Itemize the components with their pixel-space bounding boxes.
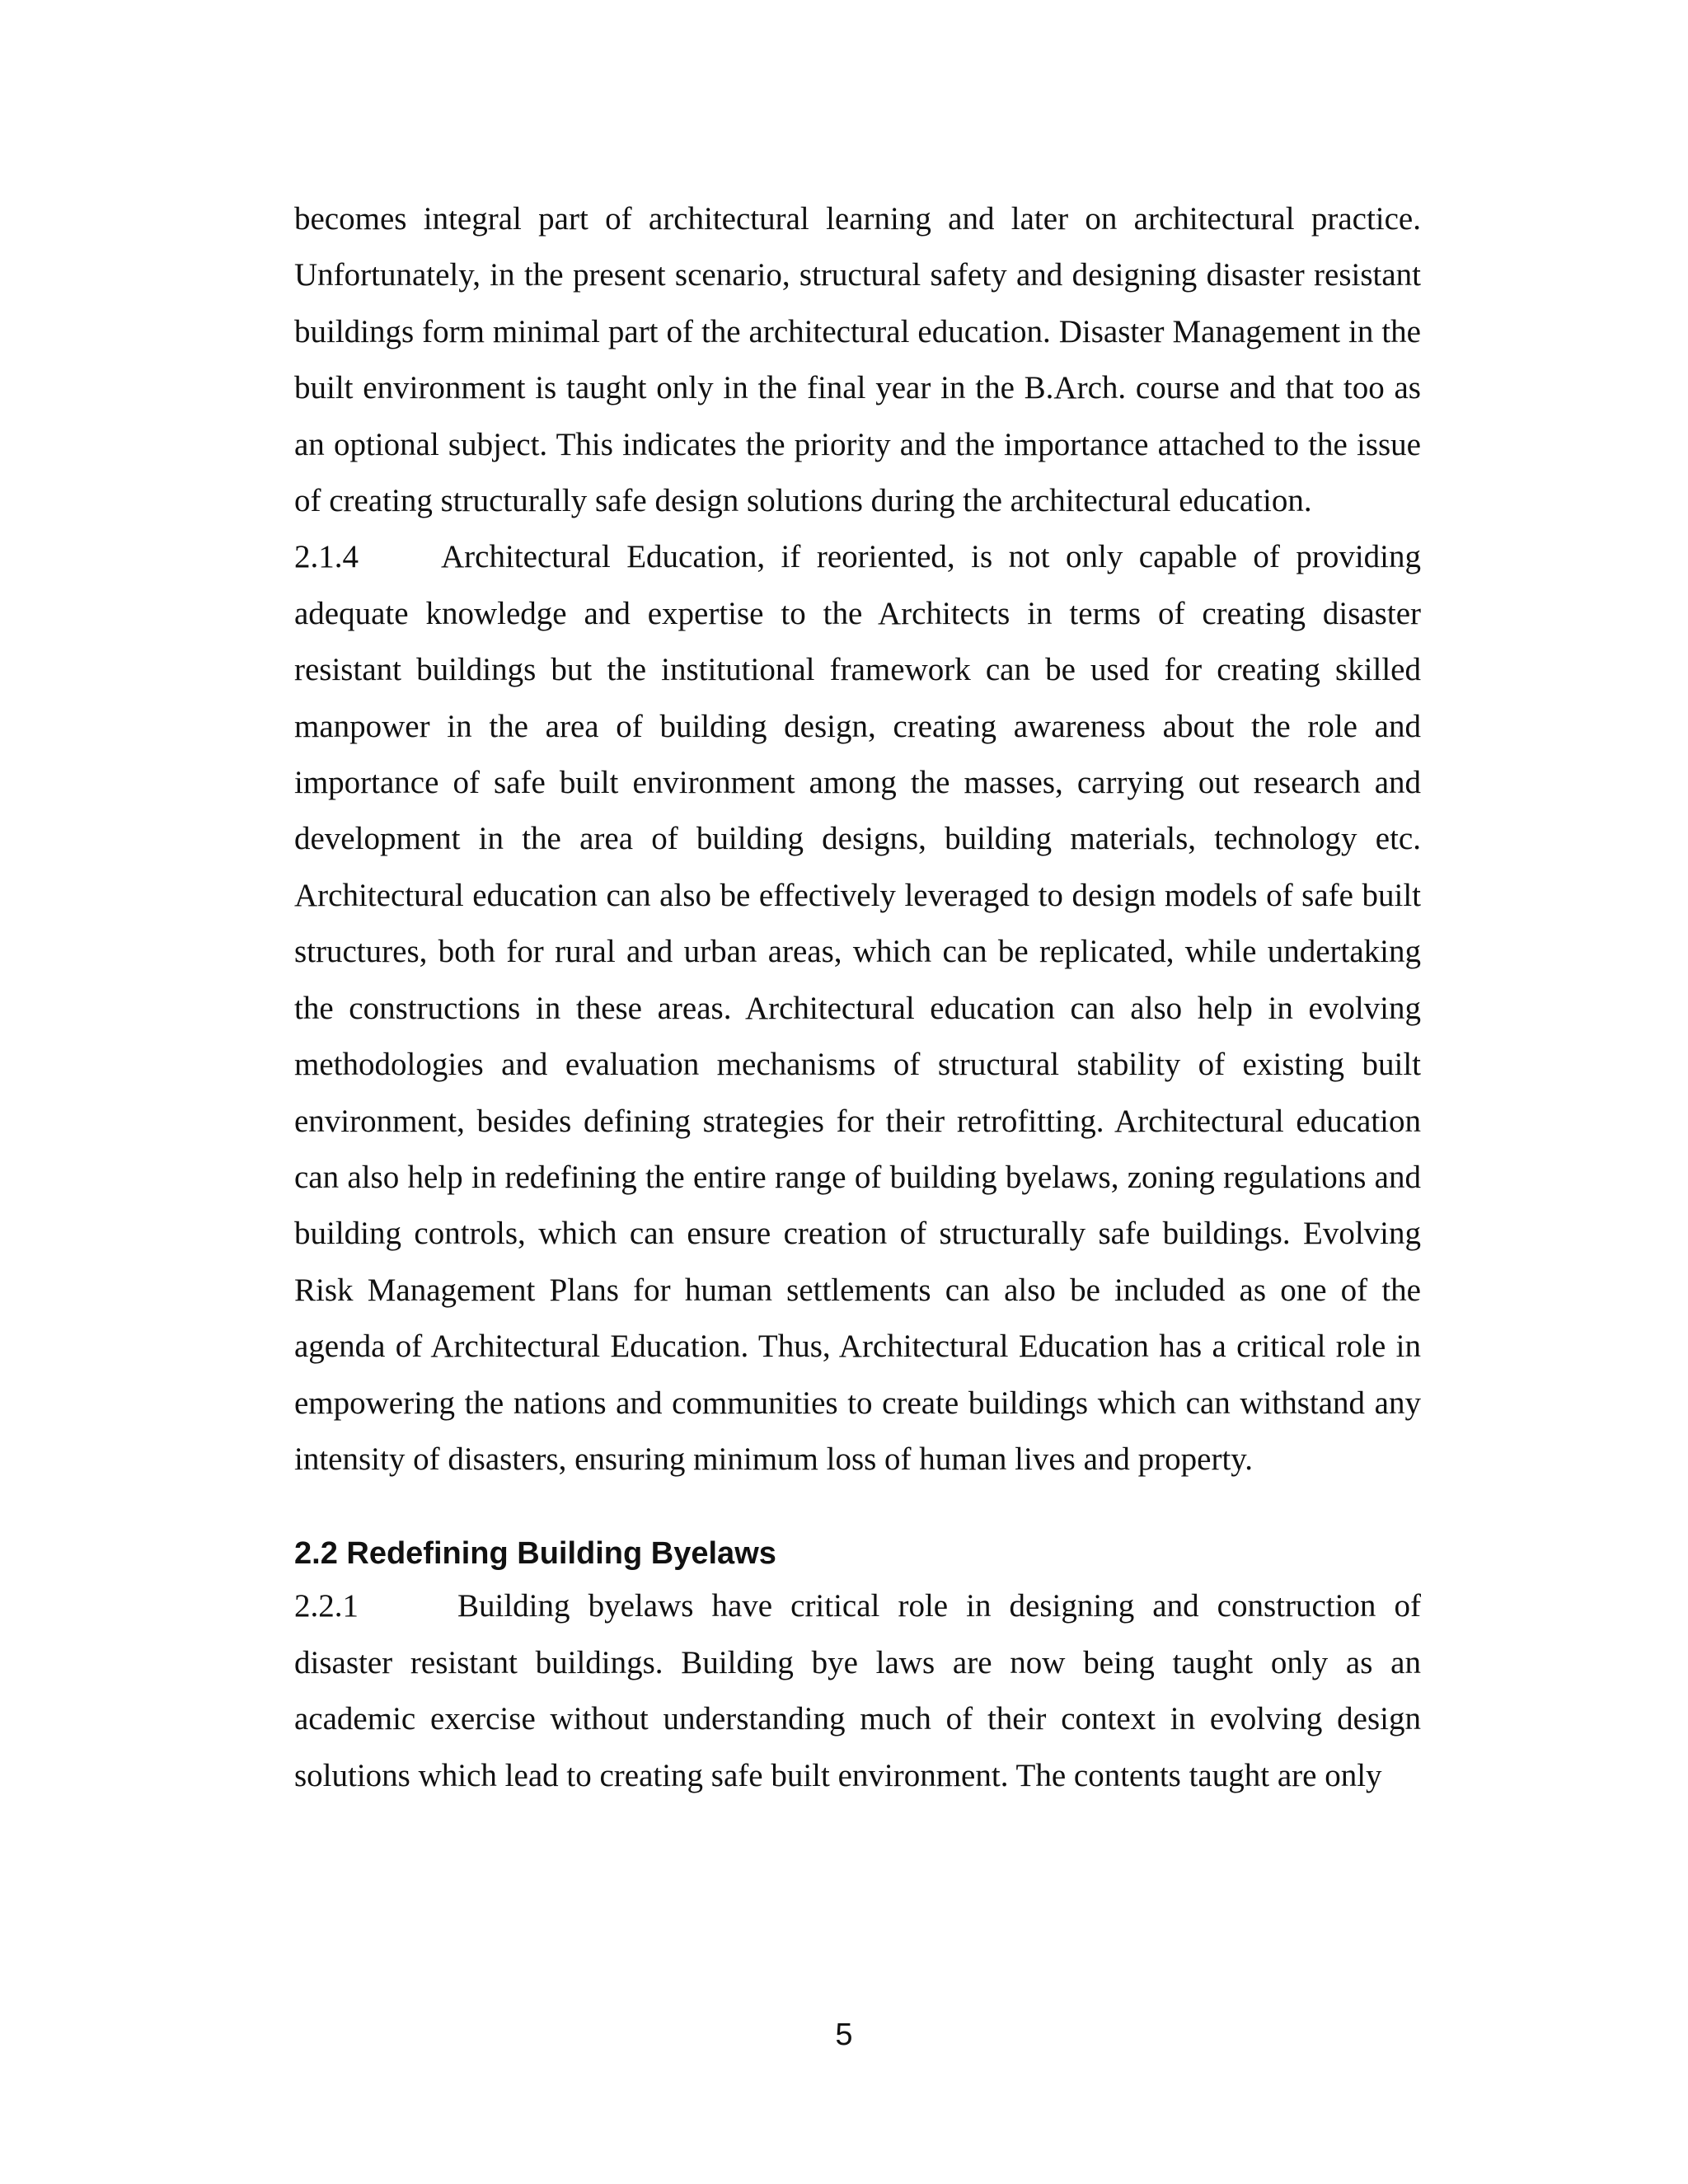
paragraph-text: Building byelaws have critical role in designing and construction of disaster resistant buildings. Building bye laws are now being taught only as an academic exercise without understanding much of their context in evolving design solutions which lead to creating safe built environment. The contents taught are only (294, 1588, 1421, 1793)
paragraph-number: 2.1.4 (294, 539, 359, 575)
paragraph-continued: becomes integral part of architectural learning and later on architectural practice. Unfortunately, in the present scenario, structural safety and designing disaster resistant buildings form minimal part of the architectural education. Disaster Management in the built environment is taught only in the final year in the B.Arch. course and that too as an optional subject. This indicates the priority and the importance attached to the issue of creating structurally safe design solutions during the architectural education. (294, 201, 1421, 519)
page-body (294, 191, 1421, 1804)
section-heading: 2.2 Redefining Building Byelaws (294, 1536, 776, 1572)
paragraph-2-1-4 (294, 529, 1421, 1488)
paragraph-2-2-1 (294, 1578, 1421, 1804)
page-number: 5 (835, 2018, 853, 2052)
paragraph-text: Architectural Education, if reoriented, is not only capable of providing adequate knowledge and expertise to the Architects in terms of creating disaster resistant buildings but the institutional framework can be used for creating skilled manpower in the area of building design, creating awareness about the role and importance of safe built environment among the masses, carrying out research and development in the area of building designs, building materials, technology etc. Architectural education can also be effectively leveraged to design models of safe built structures, both for rural and urban areas, which can be replicated, while undertaking the constructions in these areas. Architectural education can also help in evolving methodologies and evaluation mechanisms of structural stability of existing built environment, besides defining strategies for their retrofitting. Architectural education can also help in redefining the entire range of building byelaws, zoning regulations and building controls, which can ensure creation of structurally safe buildings. Evolving Risk Management Plans for human settlements can also be included as one of the agenda of Architectural Education. Thus, Architectural Education has a critical role in empowering the nations and communities to create buildings which can withstand any intensity of disasters, ensuring minimum loss of human lives and property. (294, 539, 1421, 1477)
paragraph-number: 2.2.1 (294, 1588, 359, 1624)
